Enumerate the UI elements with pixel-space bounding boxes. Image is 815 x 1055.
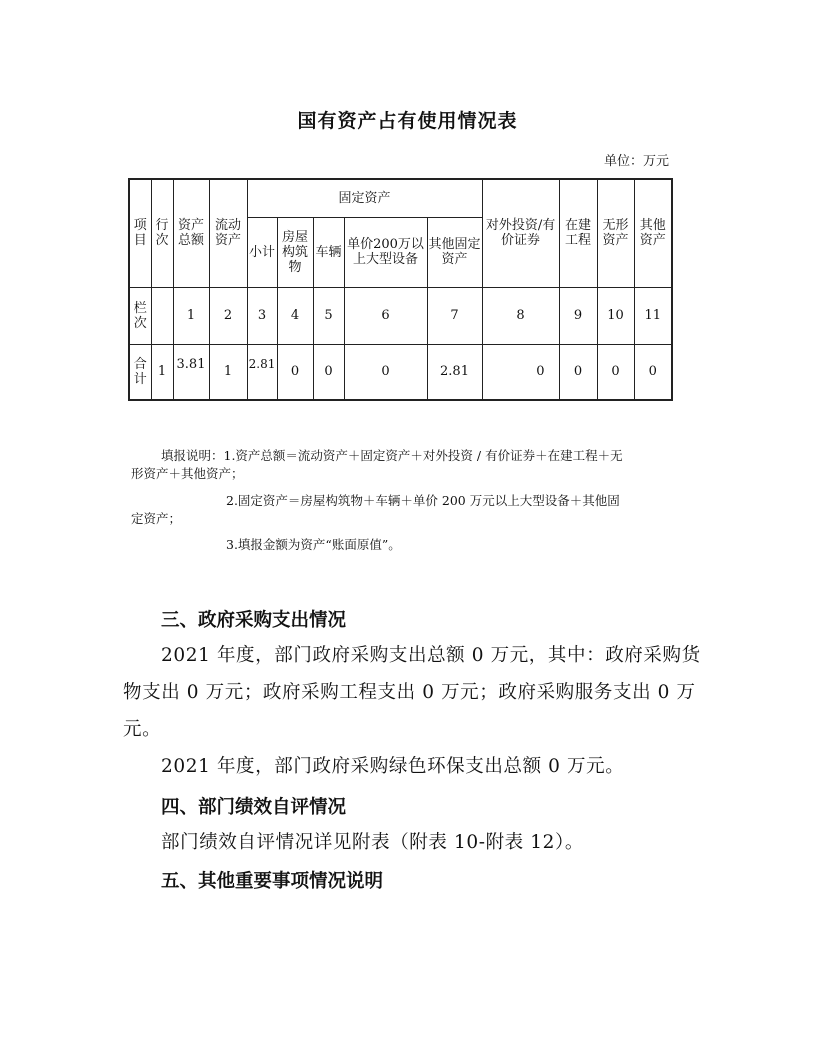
performance-text: 部门绩效自评情况详见附表（附表 10-附表 12）。 <box>161 832 584 853</box>
table-cell: 0 <box>559 344 597 400</box>
row-index-blank <box>151 287 173 344</box>
fill-instructions <box>131 447 631 554</box>
header-intangible: 无形资产 <box>597 179 634 287</box>
header-item: 项目 <box>129 179 151 287</box>
header-seq: 行次 <box>151 179 173 287</box>
performance-paragraph <box>123 824 701 861</box>
header-large-equipment: 单价200万以上大型设备 <box>344 217 427 287</box>
table-cell: 3.81 <box>173 344 209 400</box>
header-current-assets: 流动资产 <box>209 179 247 287</box>
table-cell: 10 <box>597 287 634 344</box>
table-cell: 0 <box>597 344 634 400</box>
section-heading-other: 五、其他重要事项情况说明 <box>161 871 384 892</box>
table-cell: 0 <box>277 344 313 400</box>
table-cell: 11 <box>634 287 672 344</box>
table-cell: 6 <box>344 287 427 344</box>
note-2: 2.固定资产＝房屋构筑物＋车辆＋单价 200 万元以上大型设备＋其他固定资产； <box>131 493 620 526</box>
row-index-label: 栏次 <box>129 287 151 344</box>
procurement-text-2: 2021 年度，部门政府采购绿色环保支出总额 0 万元。 <box>161 756 625 777</box>
header-total-assets: 资产总额 <box>173 179 209 287</box>
table-cell: 8 <box>482 287 559 344</box>
table-row-total <box>129 344 672 400</box>
table-cell: 2 <box>209 287 247 344</box>
table-row-index <box>129 287 672 344</box>
table-title: 国有资产占有使用情况表 <box>297 110 518 132</box>
table-cell: 9 <box>559 287 597 344</box>
note-3: 3.填报金额为资产“账面原值”。 <box>226 537 401 552</box>
header-construction: 在建工程 <box>559 179 597 287</box>
table-cell: 3 <box>247 287 277 344</box>
table-cell: 2.81 <box>427 344 482 400</box>
header-vehicle: 车辆 <box>313 217 344 287</box>
unit-label: 单位：万元 <box>603 154 669 169</box>
note-1: 填报说明：1.资产总额＝流动资产＋固定资产＋对外投资 / 有价证券＋在建工程＋无形资产＋其他资产； <box>131 448 623 481</box>
header-other-assets: 其他资产 <box>634 179 672 287</box>
header-other-fixed: 其他固定资产 <box>427 217 482 287</box>
procurement-paragraph <box>123 637 701 785</box>
header-fixed-assets: 固定资产 <box>247 179 482 217</box>
table-cell: 1 <box>173 287 209 344</box>
section-heading-procurement: 三、政府采购支出情况 <box>161 610 347 631</box>
table-cell: 0 <box>344 344 427 400</box>
table-cell: 0 <box>313 344 344 400</box>
procurement-text-1: 2021 年度，部门政府采购支出总额 0 万元，其中：政府采购货物支出 0 万元；政府采购工程支出 0 万元；政府采购服务支出 0 万元。 <box>123 645 701 740</box>
header-building: 房屋构筑物 <box>277 217 313 287</box>
table-cell: 4 <box>277 287 313 344</box>
table-cell: 5 <box>313 287 344 344</box>
table-cell: 7 <box>427 287 482 344</box>
asset-table <box>128 178 673 401</box>
table-cell: 0 <box>634 344 672 400</box>
header-investment: 对外投资/有价证券 <box>482 179 559 287</box>
table-cell: 1 <box>209 344 247 400</box>
section-heading-performance: 四、部门绩效自评情况 <box>161 797 347 818</box>
row-total-seq: 1 <box>151 344 173 400</box>
table-cell: 2.81 <box>247 344 277 400</box>
header-subtotal: 小计 <box>247 217 277 287</box>
table-cell: 0 <box>482 344 559 400</box>
row-total-label: 合计 <box>129 344 151 400</box>
